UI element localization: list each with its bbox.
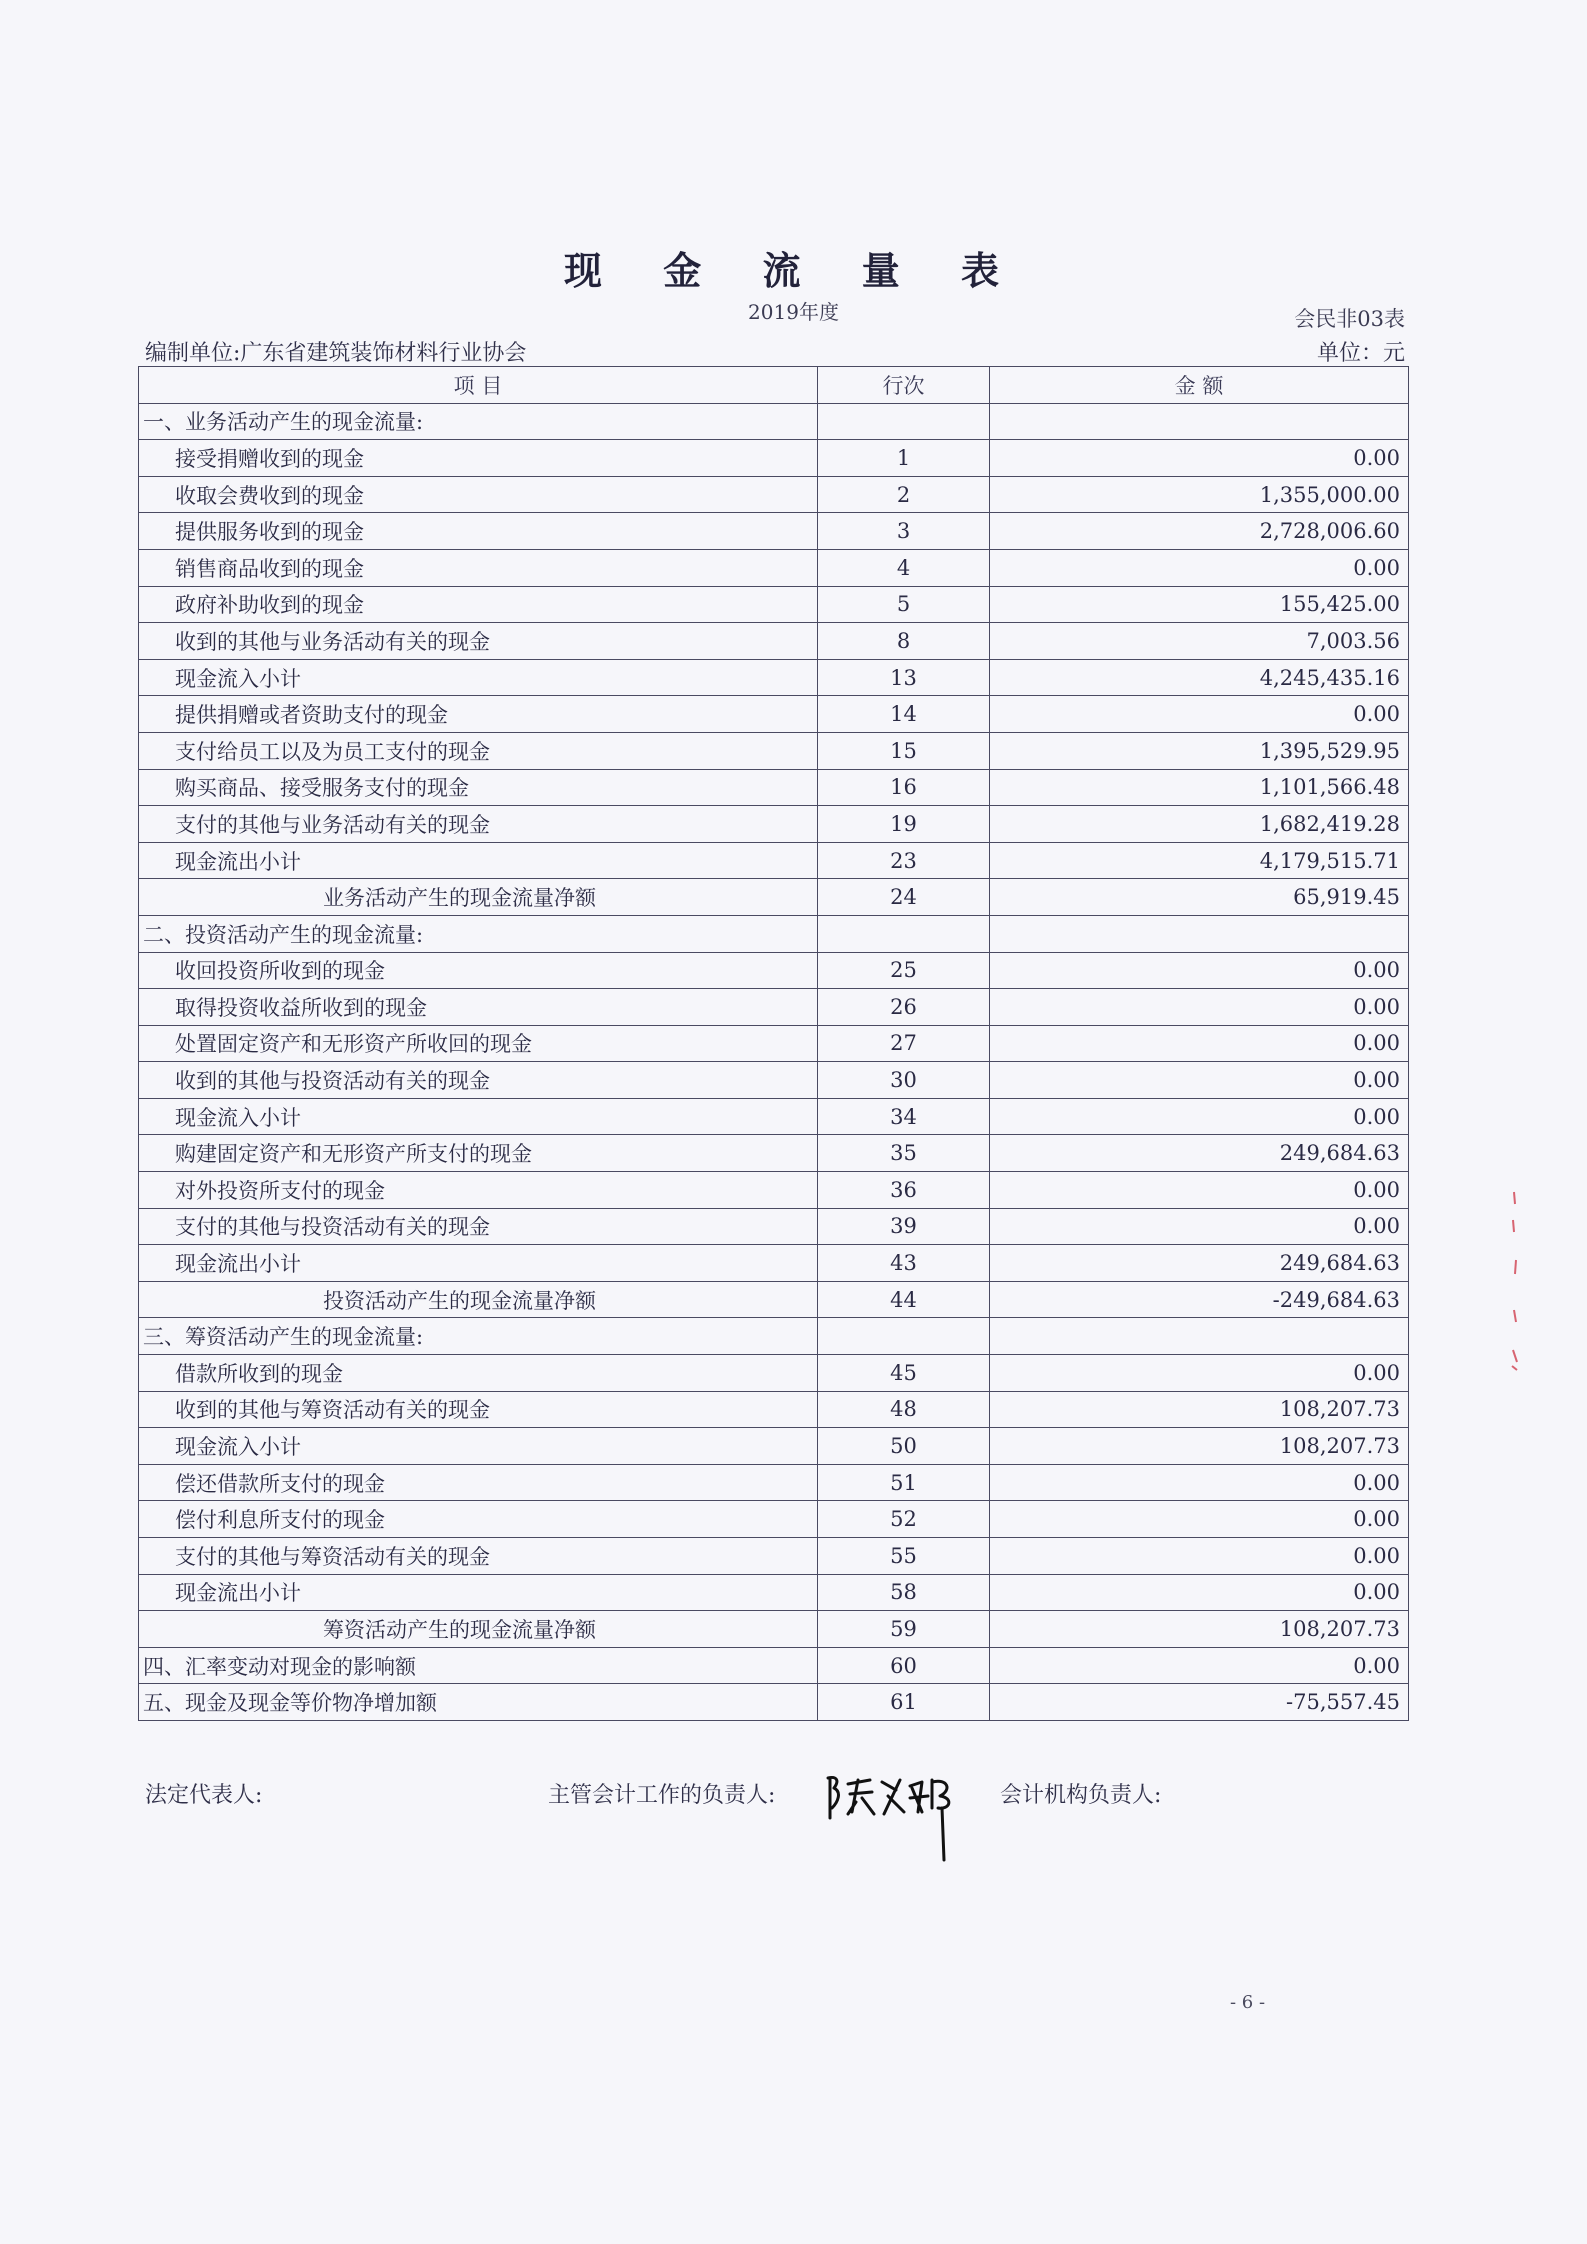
row-item: 政府补助收到的现金 — [139, 586, 818, 623]
row-line-number: 8 — [818, 623, 990, 660]
row-amount: 108,207.73 — [990, 1391, 1409, 1428]
row-amount: 1,395,529.95 — [990, 732, 1409, 769]
row-item: 筹资活动产生的现金流量净额 — [139, 1611, 818, 1648]
row-amount: 0.00 — [990, 1538, 1409, 1575]
preparing-unit: 编制单位:广东省建筑装饰材料行业协会 — [145, 341, 527, 366]
table-row — [139, 989, 1409, 1026]
row-line-number: 1 — [818, 440, 990, 477]
row-item: 收回投资所收到的现金 — [139, 952, 818, 989]
row-line-number: 27 — [818, 1025, 990, 1062]
row-item: 业务活动产生的现金流量净额 — [139, 879, 818, 916]
row-amount: 1,101,566.48 — [990, 769, 1409, 806]
row-amount — [990, 915, 1409, 952]
form-number: 会民非03表 — [1294, 307, 1405, 331]
row-amount: 1,355,000.00 — [990, 476, 1409, 513]
row-item: 现金流出小计 — [139, 1574, 818, 1611]
legal-representative-label: 法定代表人: — [145, 1783, 263, 1808]
table-row — [139, 1098, 1409, 1135]
row-amount: 0.00 — [990, 1062, 1409, 1099]
row-item: 对外投资所支付的现金 — [139, 1172, 818, 1209]
row-item: 支付的其他与筹资活动有关的现金 — [139, 1538, 818, 1575]
row-line-number: 19 — [818, 806, 990, 843]
row-amount: 65,919.45 — [990, 879, 1409, 916]
row-line-number: 58 — [818, 1574, 990, 1611]
row-amount: 0.00 — [990, 1098, 1409, 1135]
table-body — [139, 403, 1409, 1720]
cash-flow-table — [138, 366, 1409, 1721]
row-amount: 0.00 — [990, 1464, 1409, 1501]
row-item: 处置固定资产和无形资产所收回的现金 — [139, 1025, 818, 1062]
row-item: 支付给员工以及为员工支付的现金 — [139, 732, 818, 769]
table-row — [139, 952, 1409, 989]
table-row — [139, 806, 1409, 843]
row-item: 偿还借款所支付的现金 — [139, 1464, 818, 1501]
row-line-number: 30 — [818, 1062, 990, 1099]
row-item: 销售商品收到的现金 — [139, 549, 818, 586]
row-amount: 0.00 — [990, 1647, 1409, 1684]
row-item: 现金流出小计 — [139, 1245, 818, 1282]
row-line-number — [818, 1318, 990, 1355]
row-item: 现金流入小计 — [139, 1098, 818, 1135]
table-row — [139, 1391, 1409, 1428]
row-amount: 0.00 — [990, 1025, 1409, 1062]
table-row — [139, 1574, 1409, 1611]
row-line-number: 55 — [818, 1538, 990, 1575]
row-line-number: 24 — [818, 879, 990, 916]
row-line-number: 35 — [818, 1135, 990, 1172]
row-line-number: 26 — [818, 989, 990, 1026]
row-amount: 0.00 — [990, 549, 1409, 586]
row-line-number: 2 — [818, 476, 990, 513]
table-row — [139, 659, 1409, 696]
row-amount: 2,728,006.60 — [990, 513, 1409, 550]
row-item: 收到的其他与业务活动有关的现金 — [139, 623, 818, 660]
table-row — [139, 476, 1409, 513]
row-item: 提供服务收到的现金 — [139, 513, 818, 550]
table-row — [139, 549, 1409, 586]
table-row — [139, 732, 1409, 769]
table-row — [139, 1135, 1409, 1172]
table-row — [139, 586, 1409, 623]
row-line-number: 36 — [818, 1172, 990, 1209]
accounting-org-head-label: 会计机构负责人: — [1000, 1783, 1162, 1808]
table-row — [139, 1538, 1409, 1575]
row-line-number: 48 — [818, 1391, 990, 1428]
table-row — [139, 1172, 1409, 1209]
row-amount: 0.00 — [990, 1574, 1409, 1611]
row-line-number: 39 — [818, 1208, 990, 1245]
row-line-number: 5 — [818, 586, 990, 623]
table-row — [139, 1281, 1409, 1318]
red-ink-edge-marks — [1508, 1190, 1522, 1390]
table-row — [139, 769, 1409, 806]
row-amount: 0.00 — [990, 1172, 1409, 1209]
row-amount: -75,557.45 — [990, 1684, 1409, 1721]
currency-unit: 单位：元 — [1316, 341, 1405, 366]
row-item: 支付的其他与业务活动有关的现金 — [139, 806, 818, 843]
row-line-number: 4 — [818, 549, 990, 586]
table-row — [139, 842, 1409, 879]
handwritten-signature — [822, 1768, 972, 1868]
row-item: 接受捐赠收到的现金 — [139, 440, 818, 477]
row-amount: -249,684.63 — [990, 1281, 1409, 1318]
table-row — [139, 513, 1409, 550]
table-row — [139, 915, 1409, 952]
row-amount: 0.00 — [990, 1501, 1409, 1538]
row-amount: 0.00 — [990, 1208, 1409, 1245]
table-row — [139, 696, 1409, 733]
row-item: 取得投资收益所收到的现金 — [139, 989, 818, 1026]
row-item: 提供捐赠或者资助支付的现金 — [139, 696, 818, 733]
row-amount: 0.00 — [990, 440, 1409, 477]
row-amount: 0.00 — [990, 1355, 1409, 1392]
row-line-number: 45 — [818, 1355, 990, 1392]
row-amount: 155,425.00 — [990, 586, 1409, 623]
row-line-number: 23 — [818, 842, 990, 879]
row-line-number: 34 — [818, 1098, 990, 1135]
row-item: 现金流入小计 — [139, 659, 818, 696]
header-amount: 金 额 — [990, 367, 1409, 404]
table-row — [139, 1025, 1409, 1062]
row-line-number: 51 — [818, 1464, 990, 1501]
table-row — [139, 623, 1409, 660]
table-row — [139, 1245, 1409, 1282]
row-item: 四、汇率变动对现金的影响额 — [139, 1647, 818, 1684]
row-amount: 108,207.73 — [990, 1428, 1409, 1465]
table-row — [139, 879, 1409, 916]
row-amount — [990, 1318, 1409, 1355]
row-item: 收取会费收到的现金 — [139, 476, 818, 513]
row-line-number: 44 — [818, 1281, 990, 1318]
row-line-number: 60 — [818, 1647, 990, 1684]
table-row — [139, 1428, 1409, 1465]
row-amount: 108,207.73 — [990, 1611, 1409, 1648]
row-amount: 4,179,515.71 — [990, 842, 1409, 879]
row-line-number: 13 — [818, 659, 990, 696]
row-line-number: 43 — [818, 1245, 990, 1282]
table-row — [139, 1318, 1409, 1355]
table-row — [139, 1355, 1409, 1392]
row-amount: 249,684.63 — [990, 1245, 1409, 1282]
table-header-row — [139, 367, 1409, 404]
row-line-number: 3 — [818, 513, 990, 550]
row-item: 一、业务活动产生的现金流量: — [139, 403, 818, 440]
row-item: 偿付利息所支付的现金 — [139, 1501, 818, 1538]
row-line-number: 15 — [818, 732, 990, 769]
row-item: 购买商品、接受服务支付的现金 — [139, 769, 818, 806]
row-line-number: 59 — [818, 1611, 990, 1648]
page-number: - 6 - — [1230, 1992, 1266, 2013]
row-item: 现金流出小计 — [139, 842, 818, 879]
table-row — [139, 1501, 1409, 1538]
table-row — [139, 403, 1409, 440]
row-line-number — [818, 403, 990, 440]
row-line-number: 50 — [818, 1428, 990, 1465]
report-year: 2019年度 — [748, 300, 839, 324]
row-item: 购建固定资产和无形资产所支付的现金 — [139, 1135, 818, 1172]
row-item: 借款所收到的现金 — [139, 1355, 818, 1392]
row-item: 收到的其他与筹资活动有关的现金 — [139, 1391, 818, 1428]
row-item: 五、现金及现金等价物净增加额 — [139, 1684, 818, 1721]
row-item: 支付的其他与投资活动有关的现金 — [139, 1208, 818, 1245]
row-amount: 0.00 — [990, 989, 1409, 1026]
table-row — [139, 1684, 1409, 1721]
row-item: 二、投资活动产生的现金流量: — [139, 915, 818, 952]
row-amount: 249,684.63 — [990, 1135, 1409, 1172]
document-title: 现 金 流 量 表 — [564, 248, 1023, 293]
accounting-head-label: 主管会计工作的负责人: — [548, 1783, 776, 1808]
row-line-number — [818, 915, 990, 952]
row-amount: 1,682,419.28 — [990, 806, 1409, 843]
row-item: 收到的其他与投资活动有关的现金 — [139, 1062, 818, 1099]
row-line-number: 61 — [818, 1684, 990, 1721]
table-row — [139, 440, 1409, 477]
row-item: 投资活动产生的现金流量净额 — [139, 1281, 818, 1318]
row-amount: 0.00 — [990, 696, 1409, 733]
table-row — [139, 1464, 1409, 1501]
row-amount: 7,003.56 — [990, 623, 1409, 660]
table-row — [139, 1062, 1409, 1099]
header-item: 项 目 — [139, 367, 818, 404]
table-row — [139, 1647, 1409, 1684]
row-amount: 4,245,435.16 — [990, 659, 1409, 696]
row-item: 三、筹资活动产生的现金流量: — [139, 1318, 818, 1355]
row-amount: 0.00 — [990, 952, 1409, 989]
table-row — [139, 1611, 1409, 1648]
row-line-number: 52 — [818, 1501, 990, 1538]
row-line-number: 14 — [818, 696, 990, 733]
row-item: 现金流入小计 — [139, 1428, 818, 1465]
row-amount — [990, 403, 1409, 440]
row-line-number: 16 — [818, 769, 990, 806]
table-row — [139, 1208, 1409, 1245]
header-line: 行次 — [818, 367, 990, 404]
row-line-number: 25 — [818, 952, 990, 989]
